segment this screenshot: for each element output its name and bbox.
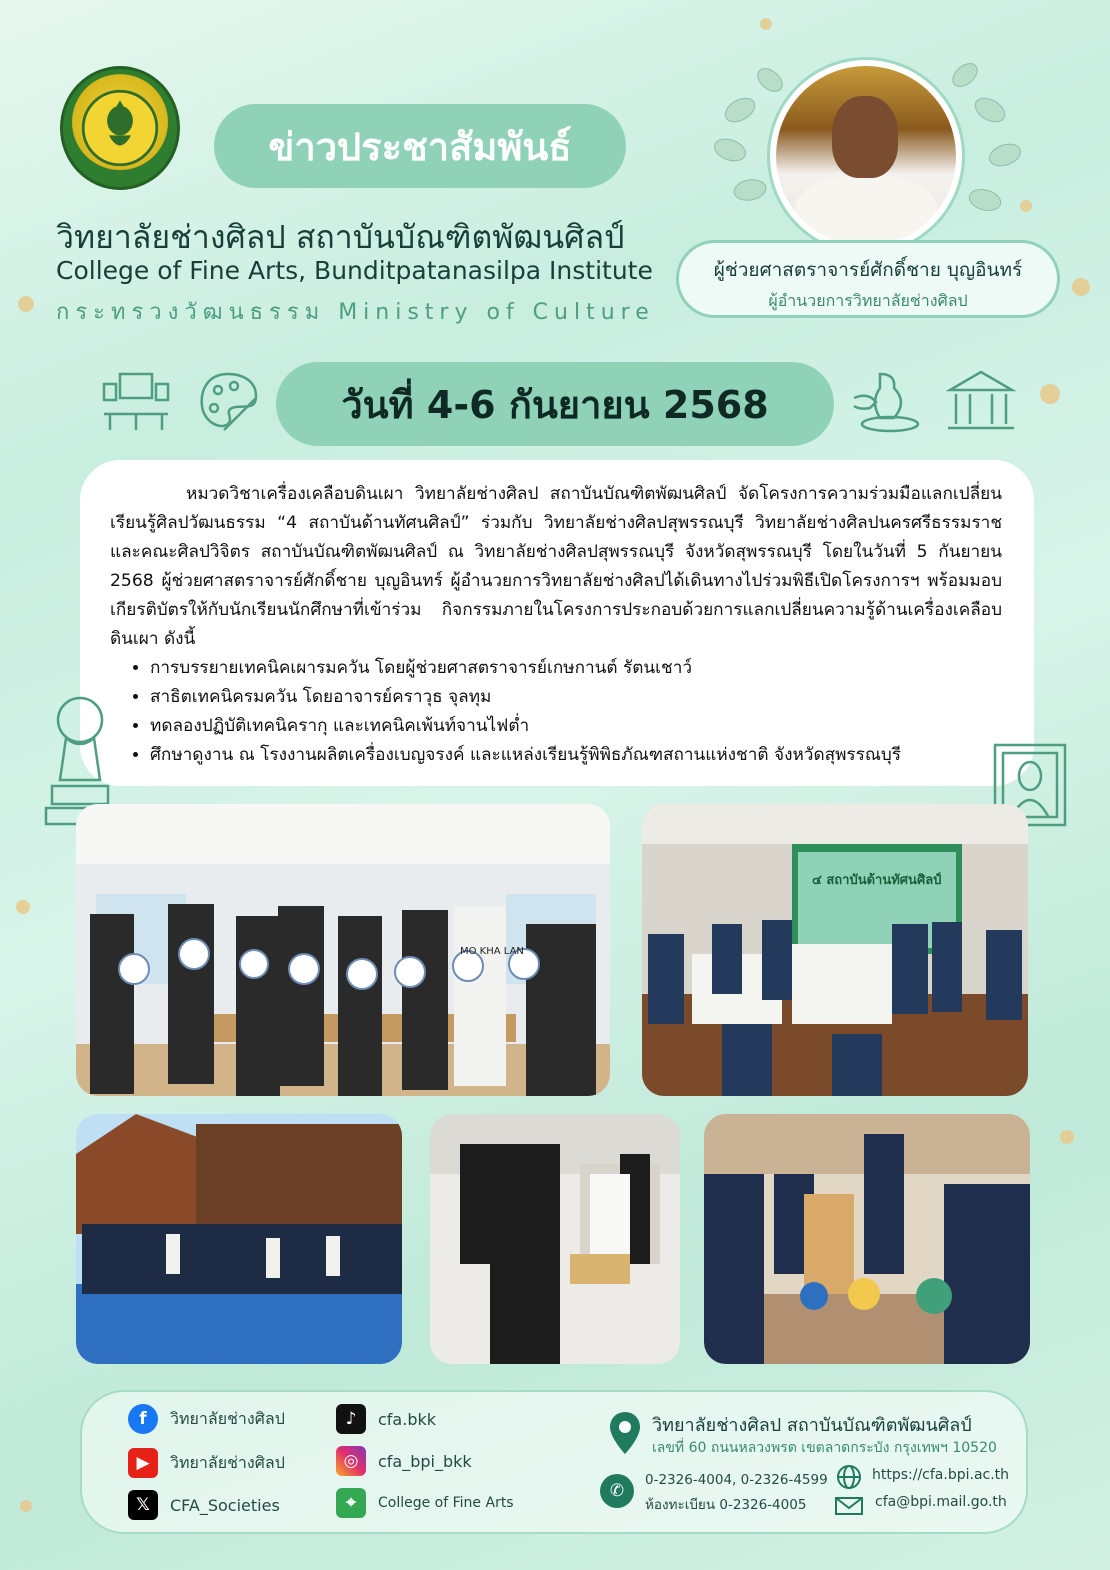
x-link[interactable] [128, 1490, 280, 1520]
decor-dot [1060, 1130, 1074, 1144]
director-name: ผู้ช่วยศาสตราจารย์ศักดิ์ชาย บุญอินทร์ [713, 259, 1023, 281]
museum-icon [946, 368, 1016, 434]
institution-name-thai: วิทยาลัยช่างศิลป สถาบันบัณฑิตพัฒนศิลป์ [56, 218, 625, 256]
decor-dot [20, 1500, 32, 1512]
instagram-icon: ◎ [336, 1446, 366, 1476]
director-title: ผู้อำนวยการวิทยาลัยช่างศิลป [768, 291, 968, 310]
decor-dot [1072, 278, 1090, 296]
facebook-icon: f [128, 1404, 158, 1434]
article-paragraph: หมวดวิชาเครื่องเคลือบดินเผา วิทยาลัยช่างศิลป สถาบันบัณฑิตพัฒนศิลป์ จัดโครงการความร่วมมือแลกเปลี่ยนเรียนรู้ศิลปวัฒนธรรม “4 สถาบันด้านทัศนศิลป์” ร่วมกับ วิทยาลัยช่างศิลปสุพรรณบุรี วิทยาลัยช่างศิลปนครศรีธรรมราช และคณะศิลปวิจิตร สถาบันบัณฑิตพัฒนศิลป์ ณ วิทยาลัยช่างศิลปสุพรรณบุรี จังหวัดสุพรรณบุรี โดยในวันที่ 5 กันยายน 2568 ผู้ช่วยศาสตราจารย์ศักดิ์ชาย บุญอินทร์ ผู้อำนวยการวิทยาลัยช่างศิลปได้เดินทางไปร่วมพิธีเปิดโครงการฯ พร้อมมอบเกียรติบัตรให้กับนักเรียนนักศึกษาที่เข้าร่วม กิจกรรมภายในโครงการประกอบด้วยการแลกเปลี่ยนความรู้ด้านเครื่องเคลือบดินเผา ดังนี้ [110, 484, 1002, 649]
facebook-link[interactable] [128, 1404, 285, 1434]
map-pin-icon: ⌖ [336, 1488, 366, 1518]
list-item: • ศึกษาดูงาน ณ โรงงานผลิตเครื่องเบญจรงค์ และแหล่งเรียนรู้พิพิธภัณฑสถานแห่งชาติ จังหวัดสุพรรณบุรี [150, 741, 1002, 770]
x-label: CFA_Societies [170, 1495, 280, 1515]
ganesha-emblem-icon [74, 82, 166, 174]
decor-dot [760, 18, 772, 30]
registrar-phone[interactable]: ห้องทะเบียน 0-2326-4005 [645, 1497, 807, 1513]
phone-numbers[interactable]: 0-2326-4004, 0-2326-4599 [645, 1472, 828, 1488]
location-icon [608, 1410, 642, 1456]
x-icon: 𝕏 [128, 1490, 158, 1520]
ministry-label: กระทรวงวัฒนธรรม Ministry of Culture [56, 300, 655, 325]
photo-demonstration [430, 1114, 680, 1364]
instagram-label: cfa_bpi_bkk [378, 1451, 472, 1471]
event-date: วันที่ 4-6 กันยายน 2568 [276, 362, 834, 446]
gallery-icon [100, 370, 172, 434]
tiktok-label: cfa.bkk [378, 1409, 437, 1429]
facebook-label: วิทยาลัยช่างศิลป [170, 1408, 285, 1428]
list-item: • ทดลองปฏิบัติเทคนิครากุ และเทคนิคเพ้นท์จานไฟต่ำ [150, 712, 1002, 741]
activity-list [150, 654, 1002, 770]
list-item: • การบรรยายเทคนิคเผารมควัน โดยผู้ช่วยศาสตราจารย์เกษกานต์ รัตนเชาว์ [150, 654, 1002, 683]
email-link[interactable]: cfa@bpi.mail.go.th [875, 1494, 1007, 1510]
youtube-icon: ▶ [128, 1448, 158, 1478]
news-title: ข่าวประชาสัมพันธ์ [214, 104, 626, 188]
maps-label: College of Fine Arts [378, 1495, 514, 1511]
decor-dot [18, 296, 34, 312]
photo-raku-practice [704, 1114, 1030, 1364]
website-link[interactable]: https://cfa.bpi.ac.th [872, 1467, 1010, 1483]
screen-title: ๔ สถาบันด้านทัศนศิลป์ [812, 873, 942, 888]
director-portrait [770, 60, 962, 252]
address-title: วิทยาลัยช่างศิลป สถาบันบัณฑิตพัฒนศิลป์ [652, 1415, 972, 1436]
maps-link[interactable] [336, 1488, 514, 1518]
tiktok-link[interactable] [336, 1404, 436, 1434]
tiktok-icon: ♪ [336, 1404, 366, 1434]
youtube-link[interactable] [128, 1448, 285, 1478]
list-item: • สาธิตเทคนิครมควัน โดยอาจารย์คราวุธ จุลทุม [150, 683, 1002, 712]
palette-icon [194, 368, 262, 436]
shirt-text: MO KHA LAN [460, 946, 524, 957]
decor-dot [1040, 384, 1060, 404]
photo-workshop-room [642, 804, 1028, 1096]
globe-icon [836, 1464, 862, 1490]
pottery-hand-icon [850, 368, 922, 434]
photo-group-outdoor [76, 1114, 402, 1364]
college-logo [60, 66, 180, 190]
phone-icon: ✆ [600, 1474, 634, 1508]
decor-dot [16, 900, 30, 914]
address-line: เลขที่ 60 ถนนหลวงพรต เขตลาดกระบัง กรุงเทพฯ 10520 [652, 1440, 997, 1456]
article-card [80, 460, 1034, 786]
director-name-card [676, 240, 1060, 318]
youtube-label: วิทยาลัยช่างศิลป [170, 1452, 285, 1472]
photo-group-plates [76, 804, 610, 1096]
email-icon [834, 1492, 864, 1516]
institution-name-english: College of Fine Arts, Bunditpatanasilpa Institute [56, 256, 653, 285]
instagram-link[interactable] [336, 1446, 472, 1476]
